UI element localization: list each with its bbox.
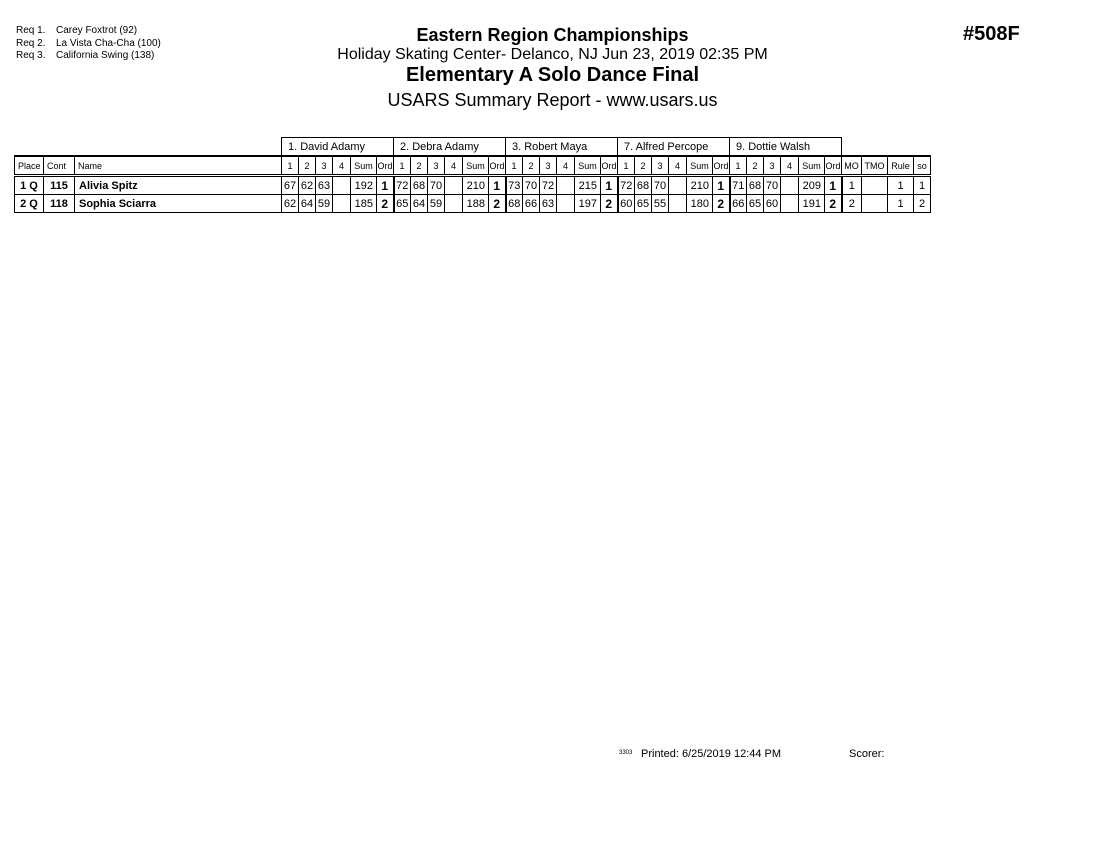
tmo-cell [862,176,888,195]
dance-2-score-cell: 62 [299,176,316,195]
so-cell: 2 [914,195,931,213]
dance-1-score-cell: 71 [730,176,747,195]
column-header-place: Place [15,156,44,176]
dance-3-score-cell: 55 [652,195,669,213]
column-header-so: so [914,156,931,176]
sum-cell: 185 [351,195,377,213]
ordinal-cell: 1 [825,176,842,195]
requirement-prefix: Req 2. [16,37,46,49]
dance-2-score-cell: 65 [747,195,764,213]
dance-1-score-cell: 72 [394,176,411,195]
dance-1-score-cell: 68 [506,195,523,213]
mo-cell: 1 [842,176,862,195]
column-header-name: Name [75,156,282,176]
column-header-dance-3: 3 [428,156,445,176]
column-header-dance-2: 2 [299,156,316,176]
judge-name: 9. Dottie Walsh [730,138,842,157]
column-header-dance-1: 1 [506,156,523,176]
column-header-dance-4: 4 [781,156,799,176]
column-header-dance-4: 4 [557,156,575,176]
dance-3-score-cell: 70 [428,176,445,195]
judge-name: 2. Debra Adamy [394,138,506,157]
sum-cell: 197 [575,195,601,213]
so-cell: 1 [914,176,931,195]
dance-3-score-cell: 63 [540,195,557,213]
requirement-text: California Swing (138) [56,50,155,61]
column-header-tmo: TMO [862,156,888,176]
skater-name-cell: Sophia Sciarra [75,195,282,213]
column-header-cont: Cont [44,156,75,176]
column-header-sum: Sum [687,156,713,176]
ordinal-cell: 2 [377,195,394,213]
ordinal-cell: 2 [825,195,842,213]
column-header-sum: Sum [799,156,825,176]
judge-name: 1. David Adamy [282,138,394,157]
column-header-ord: Ord [489,156,506,176]
dance-1-score-cell: 73 [506,176,523,195]
ordinal-cell: 2 [489,195,506,213]
dance-4-score-cell [333,195,351,213]
column-header-dance-3: 3 [764,156,781,176]
dance-1-score-cell: 72 [618,176,635,195]
dance-4-score-cell [557,195,575,213]
requirement-1 [16,25,161,38]
sum-cell: 188 [463,195,489,213]
column-header-ord: Ord [601,156,618,176]
column-header-dance-3: 3 [316,156,333,176]
judge-name: 7. Alfred Percope [618,138,730,157]
dance-4-score-cell [557,176,575,195]
dance-2-score-cell: 64 [299,195,316,213]
requirements-list [16,25,161,63]
requirement-text: La Vista Cha-Cha (100) [56,37,161,49]
dance-2-score-cell: 68 [747,176,764,195]
dance-4-score-cell [669,176,687,195]
report-title: USARS Summary Report - www.usars.us [387,90,718,110]
sum-cell: 191 [799,195,825,213]
column-header-dance-1: 1 [394,156,411,176]
rule-cell: 1 [888,195,914,213]
dance-3-score-cell: 63 [316,176,333,195]
table-row [15,176,931,195]
column-header-dance-4: 4 [445,156,463,176]
column-header-ord: Ord [825,156,842,176]
footer-code: 3303 [619,750,633,756]
dance-2-score-cell: 65 [635,195,652,213]
dance-3-score-cell: 72 [540,176,557,195]
column-header-dance-2: 2 [411,156,428,176]
contestant-number-cell: 118 [44,195,75,213]
column-header-mo: MO [842,156,862,176]
ordinal-cell: 1 [489,176,506,195]
requirement-2 [16,38,161,51]
judge-header-row [15,138,931,157]
table-row [15,195,931,213]
column-header-ord: Ord [713,156,730,176]
ordinal-cell: 1 [601,176,618,195]
dance-4-score-cell [781,195,799,213]
sum-cell: 210 [463,176,489,195]
judge-name: 3. Robert Maya [506,138,618,157]
column-header-sum: Sum [463,156,489,176]
column-header-dance-1: 1 [282,156,299,176]
venue-line: Holiday Skating Center- Delanco, NJ Jun 23, 2019 02:35 PM [337,46,768,63]
requirement-prefix: Req 3. [16,50,46,61]
column-header-rule: Rule [888,156,914,176]
dance-1-score-cell: 65 [394,195,411,213]
dance-1-score-cell: 66 [730,195,747,213]
dance-2-score-cell: 70 [523,176,540,195]
results-body [15,176,931,213]
rule-cell: 1 [888,176,914,195]
results-table [14,137,931,213]
event-title: Elementary A Solo Dance Final [405,64,700,86]
event-number: #508F [963,23,1020,45]
column-header-dance-2: 2 [747,156,764,176]
place-cell: 2 Q [15,195,44,213]
column-header-dance-4: 4 [669,156,687,176]
mo-cell: 2 [842,195,862,213]
ordinal-cell: 2 [713,195,730,213]
dance-4-score-cell [445,195,463,213]
column-header-sum: Sum [575,156,601,176]
dance-2-score-cell: 66 [523,195,540,213]
contestant-number-cell: 115 [44,176,75,195]
requirement-prefix: Req 1. [16,25,46,36]
requirement-3 [16,50,161,63]
dance-1-score-cell: 60 [618,195,635,213]
scorer-label: Scorer: [849,748,885,760]
ordinal-cell: 1 [377,176,394,195]
column-header-dance-2: 2 [523,156,540,176]
dance-4-score-cell [669,195,687,213]
sum-cell: 215 [575,176,601,195]
column-header-row [15,156,931,176]
sum-cell: 210 [687,176,713,195]
column-header-dance-3: 3 [540,156,557,176]
ordinal-cell: 1 [713,176,730,195]
dance-3-score-cell: 70 [764,176,781,195]
sum-cell: 209 [799,176,825,195]
dance-2-score-cell: 68 [411,176,428,195]
requirement-text: Carey Foxtrot (92) [56,25,138,36]
championship-title: Eastern Region Championships [416,25,689,45]
dance-4-score-cell [781,176,799,195]
report-header [280,24,825,64]
dance-2-score-cell: 68 [635,176,652,195]
skater-name-cell: Alivia Spitz [75,176,282,195]
ordinal-cell: 2 [601,195,618,213]
sum-cell: 180 [687,195,713,213]
column-header-dance-1: 1 [730,156,747,176]
printed-timestamp: Printed: 6/25/2019 12:44 PM [641,748,782,760]
dance-1-score-cell: 62 [282,195,299,213]
column-header-dance-1: 1 [618,156,635,176]
dance-3-score-cell: 70 [652,176,669,195]
place-cell: 1 Q [15,176,44,195]
dance-2-score-cell: 64 [411,195,428,213]
column-header-ord: Ord [377,156,394,176]
column-header-sum: Sum [351,156,377,176]
dance-4-score-cell [333,176,351,195]
dance-3-score-cell: 60 [764,195,781,213]
column-header-dance-3: 3 [652,156,669,176]
dance-1-score-cell: 67 [282,176,299,195]
dance-4-score-cell [445,176,463,195]
column-header-dance-4: 4 [333,156,351,176]
tmo-cell [862,195,888,213]
dance-3-score-cell: 59 [428,195,445,213]
column-header-dance-2: 2 [635,156,652,176]
dance-3-score-cell: 59 [316,195,333,213]
sum-cell: 192 [351,176,377,195]
